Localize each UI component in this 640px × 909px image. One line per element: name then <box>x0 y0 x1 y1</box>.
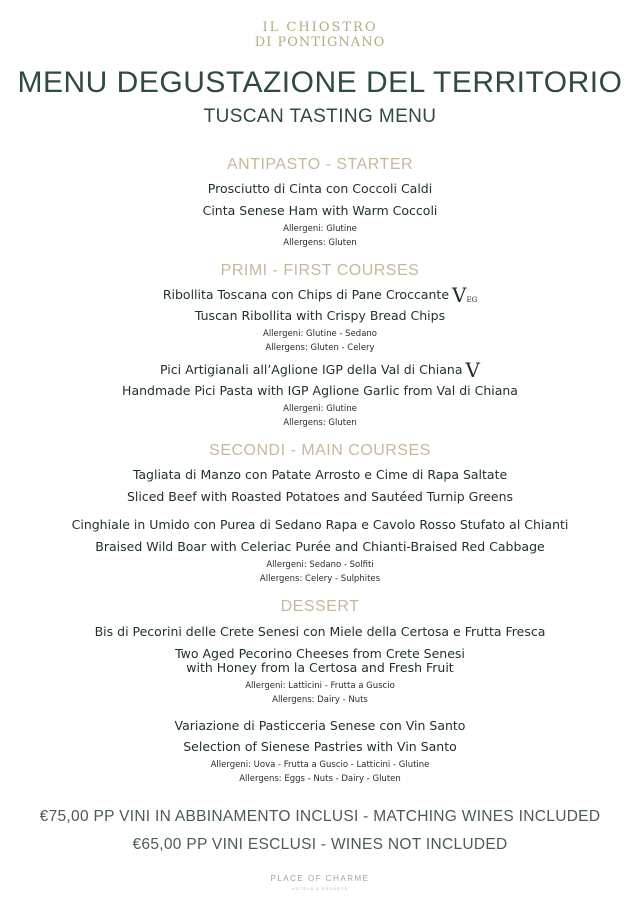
section-heading-antipasto: ANTIPASTO - STARTER <box>226 156 414 173</box>
allergens-italian: Allergeni: Latticini - Frutta a Guscio <box>245 681 395 691</box>
dish-italian-name <box>0 283 640 307</box>
section-heading-secondi: SECONDI - MAIN COURSES <box>209 442 431 459</box>
allergens-italian: Allergeni: Glutine <box>283 404 357 414</box>
dish-italian-text: Ribollita Toscana con Chips di Pane Croccante <box>162 287 450 302</box>
allergens-english: Allergens: Eggs - Nuts - Dairy - Gluten <box>239 774 401 784</box>
dish-english-name: Braised Wild Boar with Celeriac Purée and Chianti-Braised Red Cabbage <box>95 539 545 554</box>
dish-english-name: Sliced Beef with Roasted Potatoes and Sautéed Turnip Greens <box>126 489 514 504</box>
dish-italian-name: Variazione di Pasticceria Senese con Vin Santo <box>174 718 466 733</box>
allergens-english: Allergens: Gluten <box>283 238 357 248</box>
dish-italian-name: Tagliata di Manzo con Patate Arrosto e Cime di Rapa Saltate <box>132 467 508 482</box>
allergens-english: Allergens: Gluten - Celery <box>265 343 375 353</box>
dish-english-name: Two Aged Pecorino Cheeses from Crete Senesi <box>175 646 465 661</box>
price-without-wine: €65,00 PP VINI ESCLUSI - WINES NOT INCLUDED <box>132 836 508 853</box>
dish-english-name: Cinta Senese Ham with Warm Coccoli <box>202 203 438 218</box>
price-with-wine: €75,00 PP VINI IN ABBINAMENTO INCLUSI - MATCHING WINES INCLUDED <box>39 808 601 825</box>
allergens-italian: Allergeni: Uova - Frutta a Guscio - Latticini - Glutine <box>210 760 430 770</box>
allergens-english: Allergens: Gluten <box>283 418 357 428</box>
dish-italian-name <box>0 358 640 382</box>
page-subtitle: TUSCAN TASTING MENU <box>203 106 437 127</box>
page-title: MENU DEGUSTAZIONE DEL TERRITORIO <box>17 66 623 99</box>
logo-line2: DI PONTIGNANO <box>254 35 386 50</box>
section-heading-primi: PRIMI - FIRST COURSES <box>220 262 420 279</box>
allergens-italian: Allergeni: Glutine - Sedano <box>263 329 377 339</box>
footer-brand-logo: PLACE OF CHARME <box>270 874 370 883</box>
dish-italian-name: Cinghiale in Umido con Purea di Sedano Rapa e Cavolo Rosso Stufato al Chianti <box>71 517 569 532</box>
dish-italian-name: Bis di Pecorini delle Crete Senesi con Miele della Certosa e Frutta Fresca <box>94 624 546 639</box>
dish-italian-name: Prosciutto di Cinta con Coccoli Caldi <box>207 181 433 196</box>
dish-english-name: Tuscan Ribollita with Crispy Bread Chips <box>194 308 446 323</box>
dish-italian-text: Pici Artigianali all’Aglione IGP della Val di Chiana <box>160 362 463 377</box>
footer-brand-sub: HOTELS & RESORTS <box>291 886 349 891</box>
dish-english-name-line2: with Honey from la Certosa and Fresh Fruit <box>186 660 454 675</box>
vegetarian-icon: V <box>465 358 480 382</box>
allergens-italian: Allergeni: Glutine <box>283 224 357 234</box>
allergens-italian: Allergeni: Sedano - Solfiti <box>266 560 374 570</box>
dish-english-name: Selection of Sienese Pastries with Vin Santo <box>183 739 457 754</box>
section-heading-dessert: DESSERT <box>280 598 360 615</box>
logo-line1: IL CHIOSTRO <box>262 20 378 35</box>
allergens-english: Allergens: Celery - Sulphites <box>259 574 381 584</box>
allergens-english: Allergens: Dairy - Nuts <box>272 695 368 705</box>
dish-english-name: Handmade Pici Pasta with IGP Aglione Garlic from Val di Chiana <box>122 383 518 398</box>
vegan-icon: VEG <box>452 283 478 307</box>
